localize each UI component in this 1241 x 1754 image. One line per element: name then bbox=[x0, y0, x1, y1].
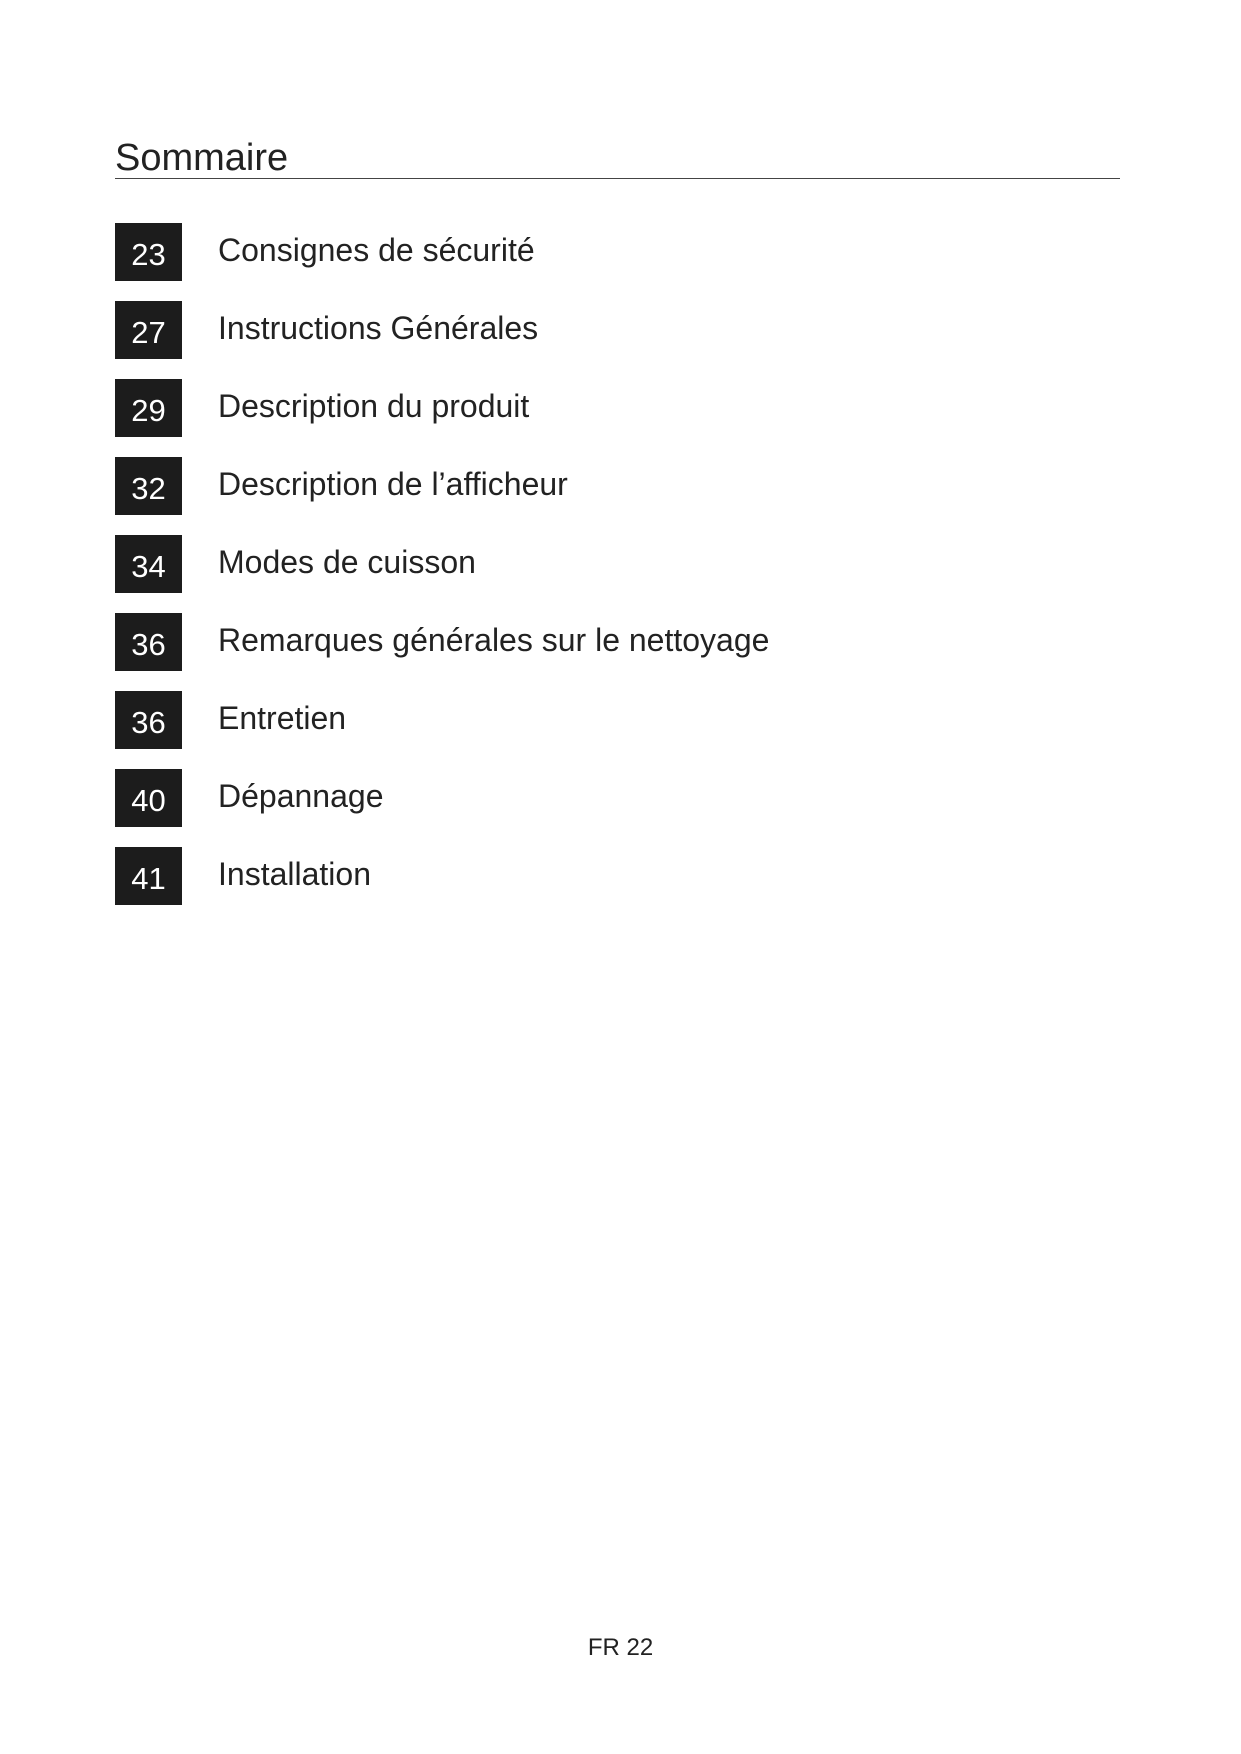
toc-entry-label: Consignes de sécurité bbox=[218, 232, 535, 268]
page-number-badge: 36 bbox=[115, 613, 182, 671]
toc-entry-label: Modes de cuisson bbox=[218, 544, 476, 580]
toc-entry-cooking-modes[interactable] bbox=[115, 535, 769, 593]
page-number-badge: 23 bbox=[115, 223, 182, 281]
toc-entry-label: Instructions Générales bbox=[218, 310, 539, 346]
page-number-badge: 41 bbox=[115, 847, 182, 905]
toc-entry-product-description[interactable] bbox=[115, 379, 769, 437]
page-number-badge: 29 bbox=[115, 379, 182, 437]
toc-entry-label: Remarques générales sur le nettoyage bbox=[218, 622, 770, 658]
page-number-badge: 27 bbox=[115, 301, 182, 359]
title-divider bbox=[115, 178, 1120, 179]
page-number-badge: 34 bbox=[115, 535, 182, 593]
toc-entry-label: Entretien bbox=[218, 700, 347, 736]
toc-entry-label: Description de l’afficheur bbox=[218, 466, 568, 502]
toc-entry-general-instructions[interactable] bbox=[115, 301, 769, 359]
toc-entry-label: Installation bbox=[218, 856, 371, 892]
page-number-badge: 40 bbox=[115, 769, 182, 827]
toc-entry-maintenance[interactable] bbox=[115, 691, 769, 749]
toc-entry-label: Dépannage bbox=[218, 778, 384, 814]
toc-entry-label: Description du produit bbox=[218, 388, 530, 424]
table-of-contents bbox=[115, 223, 769, 925]
toc-entry-cleaning-remarks[interactable] bbox=[115, 613, 769, 671]
toc-entry-display-description[interactable] bbox=[115, 457, 769, 515]
page-number-badge: 32 bbox=[115, 457, 182, 515]
page-number-badge: 36 bbox=[115, 691, 182, 749]
page-footer: FR 22 bbox=[587, 1634, 654, 1661]
page-title: Sommaire bbox=[115, 137, 289, 179]
toc-entry-troubleshooting[interactable] bbox=[115, 769, 769, 827]
toc-entry-safety[interactable] bbox=[115, 223, 769, 281]
toc-entry-installation[interactable] bbox=[115, 847, 769, 905]
